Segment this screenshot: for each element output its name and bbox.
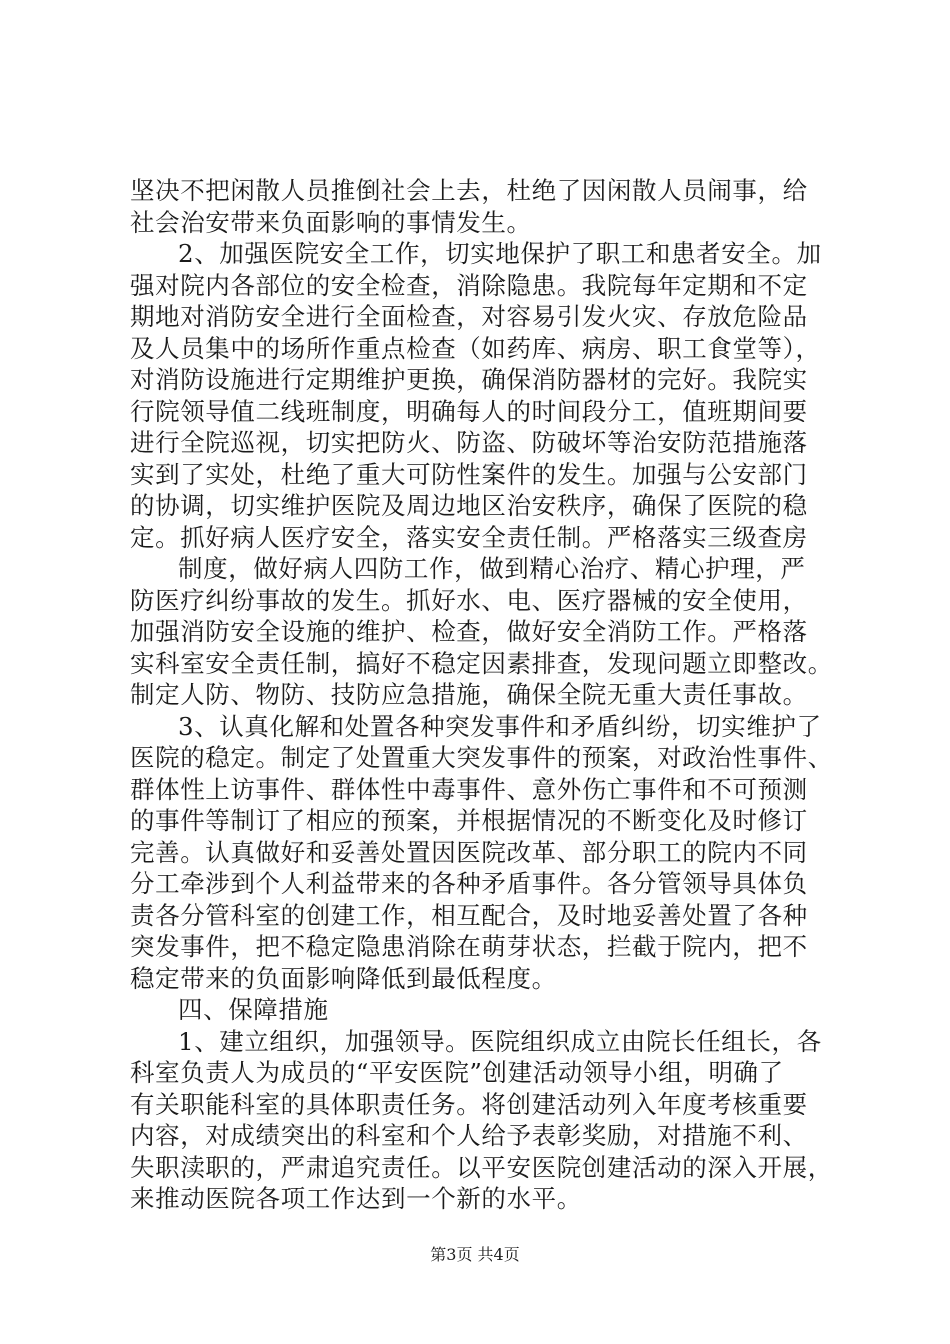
text-line: 内容，对成绩突出的科室和个人给予表彰奖励，对措施不利、 — [130, 1121, 808, 1150]
text-line: 定。抓好病人医疗安全，落实安全责任制。严格落实三级查房 — [130, 522, 808, 552]
text-line: 实科室安全责任制，搞好不稳定因素排查，发现问题立即整改。 — [130, 648, 833, 678]
text-line: 来推动医院各项工作达到一个新的水平。 — [130, 1184, 582, 1213]
text-line: 1、建立组织，加强领导。医院组织成立由院长任组长，各 — [178, 1026, 822, 1056]
text-line: 失职渎职的，严肃追究责任。以平安医院创建活动的深入开展， — [130, 1152, 833, 1182]
text-line: 期地对消防安全进行全面检查，对容易引发火灾、存放危险品 — [130, 302, 808, 331]
text-line: 行院领导值二线班制度，明确每人的时间段分工，值班期间要 — [130, 396, 808, 426]
text-line: 稳定带来的负面影响降低到最低程度。 — [130, 963, 557, 993]
page-number: 第3页 共4页 — [430, 1245, 520, 1264]
text-line: 制度，做好病人四防工作，做到精心治疗、精心护理，严 — [178, 554, 806, 583]
text-line: 防医疗纠纷事故的发生。抓好水、电、医疗器械的安全使用， — [130, 585, 808, 615]
text-line: 进行全院巡视，切实把防火、防盗、防破坏等治安防范措施落 — [130, 428, 808, 457]
text-line: 强对院内各部位的安全检查，消除隐患。我院每年定期和不定 — [130, 270, 808, 300]
text-line: 群体性上访事件、群体性中毒事件、意外伤亡事件和不可预测 — [130, 774, 808, 804]
text-line: 3、认真化解和处置各种突发事件和矛盾纠纷，切实维护了 — [178, 711, 822, 741]
text-line: 突发事件，把不稳定隐患消除在萌芽状态，拦截于院内，把不 — [130, 932, 808, 961]
text-line: 社会治安带来负面影响的事情发生。 — [130, 207, 532, 237]
section-heading: 四、保障措施 — [178, 995, 329, 1024]
text-line: 分工牵涉到个人利益带来的各种矛盾事件。各分管领导具体负 — [130, 869, 808, 898]
text-line: 及人员集中的场所作重点检查（如药库、病房、职工食堂等）， — [130, 333, 821, 363]
text-line: 的协调，切实维护医院及周边地区治安秩序，确保了医院的稳 — [130, 491, 808, 520]
text-line: 坚决不把闲散人员推倒社会上去，杜绝了因闲散人员闹事，给 — [130, 176, 808, 205]
text-line: 加强消防安全设施的维护、检查，做好安全消防工作。严格落 — [130, 617, 808, 646]
text-line: 实到了实处，杜绝了重大可防性案件的发生。加强与公安部门 — [130, 459, 808, 489]
text-line: 医院的稳定。制定了处置重大突发事件的预案，对政治性事件、 — [130, 743, 833, 772]
text-line: 的事件等制订了相应的预案，并根据情况的不断变化及时修订 — [130, 806, 808, 835]
text-line: 2、加强医院安全工作，切实地保护了职工和患者安全。加 — [178, 239, 822, 268]
text-line: 对消防设施进行定期维护更换，确保消防器材的完好。我院实 — [130, 365, 808, 394]
text-line: 制定人防、物防、技防应急措施，确保全院无重大责任事故。 — [130, 680, 808, 709]
text-line: 责各分管科室的创建工作，相互配合，及时地妥善处置了各种 — [130, 900, 808, 930]
text-line: 完善。认真做好和妥善处置因医院改革、部分职工的院内不同 — [130, 837, 808, 867]
text-line: 科室负责人为成员的“平安医院”创建活动领导小组，明确了 — [130, 1058, 784, 1087]
text-line: 有关职能科室的具体职责任务。将创建活动列入年度考核重要 — [130, 1089, 808, 1119]
